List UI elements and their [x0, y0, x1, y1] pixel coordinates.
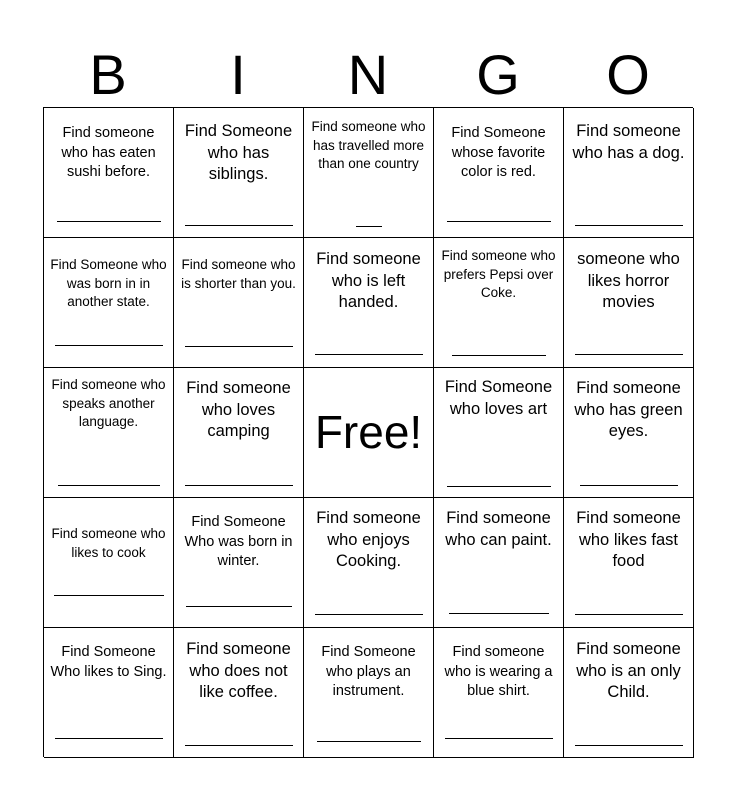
signature-line[interactable] [58, 485, 160, 486]
header-letter-o: O [606, 43, 650, 106]
bingo-cell[interactable] [44, 498, 174, 628]
signature-line[interactable] [186, 606, 292, 607]
bingo-grid [43, 107, 693, 757]
cell-text: Find someone who has travelled more than one country [311, 119, 426, 171]
bingo-header [43, 40, 693, 110]
cell-text: Find someone who does not like coffee. [186, 640, 291, 701]
cell-text: Find someone who likes to cook [51, 526, 166, 560]
cell-text: Find someone who speaks another language. [51, 377, 166, 429]
signature-line[interactable] [449, 613, 549, 614]
cell-text: Find Someone who has siblings. [184, 122, 293, 183]
signature-line[interactable] [185, 346, 293, 347]
bingo-cell[interactable] [44, 628, 174, 758]
signature-line[interactable] [447, 486, 551, 487]
header-letter-b: B [89, 43, 127, 106]
bingo-cell[interactable] [174, 238, 304, 368]
bingo-cell[interactable] [174, 108, 304, 238]
bingo-cell[interactable] [564, 628, 694, 758]
cell-text: Find someone who is left handed. [316, 250, 421, 311]
header-letter-i: I [230, 43, 246, 106]
cell-text: Find someone who enjoys Cooking. [316, 509, 421, 570]
bingo-cell[interactable] [434, 628, 564, 758]
cell-text: Find Someone who plays an instrument. [321, 644, 416, 699]
cell-text: Find someone who likes fast food [576, 509, 681, 570]
bingo-cell[interactable] [304, 238, 434, 368]
cell-text: Find someone who is wearing a blue shirt. [444, 644, 553, 699]
cell-text: Find Someone who loves art [444, 378, 553, 418]
signature-line[interactable] [54, 595, 164, 596]
signature-line[interactable] [57, 221, 161, 222]
signature-line[interactable] [575, 745, 683, 746]
bingo-cell[interactable] [434, 368, 564, 498]
signature-line[interactable] [447, 221, 551, 222]
bingo-cell[interactable] [44, 108, 174, 238]
bingo-cell[interactable] [434, 108, 564, 238]
signature-line[interactable] [55, 738, 163, 739]
signature-line[interactable] [315, 614, 423, 615]
cell-text: Find someone who can paint. [445, 509, 552, 549]
signature-line[interactable] [185, 745, 293, 746]
signature-line[interactable] [185, 225, 293, 226]
cell-text: Find someone who prefers Pepsi over Coke. [441, 248, 556, 300]
signature-line[interactable] [452, 355, 546, 356]
signature-line[interactable] [575, 225, 683, 226]
cell-text: Find Someone whose favorite color is red. [451, 125, 546, 180]
bingo-cell[interactable] [564, 108, 694, 238]
signature-line[interactable] [575, 614, 683, 615]
bingo-cell[interactable] [564, 238, 694, 368]
cell-text: Find someone who is an only Child. [576, 640, 681, 701]
signature-line[interactable] [55, 345, 163, 346]
bingo-cell[interactable] [174, 498, 304, 628]
signature-line[interactable] [356, 226, 382, 227]
cell-text: Find someone who has green eyes. [574, 379, 683, 440]
bingo-cell[interactable] [564, 368, 694, 498]
cell-text: Find someone who loves camping [186, 379, 291, 440]
free-space-text: Free! [314, 406, 423, 458]
cell-text: Find Someone Who was born in winter. [184, 514, 293, 569]
header-letter-g: G [476, 43, 520, 106]
header-letter-n: N [347, 43, 389, 106]
bingo-cell[interactable] [174, 628, 304, 758]
bingo-cell[interactable] [44, 238, 174, 368]
signature-line[interactable] [315, 354, 423, 355]
signature-line[interactable] [185, 485, 293, 486]
cell-text: someone who likes horror movies [577, 250, 680, 311]
signature-line[interactable] [317, 741, 421, 742]
cell-text: Find someone who is shorter than you. [181, 257, 296, 291]
free-cell [304, 368, 434, 498]
signature-line[interactable] [445, 738, 553, 739]
bingo-cell[interactable] [304, 498, 434, 628]
signature-line[interactable] [575, 354, 683, 355]
cell-text: Find someone who has eaten sushi before. [61, 125, 156, 180]
bingo-cell[interactable] [304, 628, 434, 758]
cell-text: Find Someone who was born in in another state. [50, 257, 167, 309]
bingo-cell[interactable] [174, 368, 304, 498]
bingo-cell[interactable] [44, 368, 174, 498]
bingo-cell[interactable] [564, 498, 694, 628]
signature-line[interactable] [580, 485, 678, 486]
bingo-cell[interactable] [434, 498, 564, 628]
cell-text: Find Someone Who likes to Sing. [50, 644, 167, 680]
cell-text: Find someone who has a dog. [572, 122, 685, 162]
bingo-cell[interactable] [304, 108, 434, 238]
bingo-cell[interactable] [434, 238, 564, 368]
